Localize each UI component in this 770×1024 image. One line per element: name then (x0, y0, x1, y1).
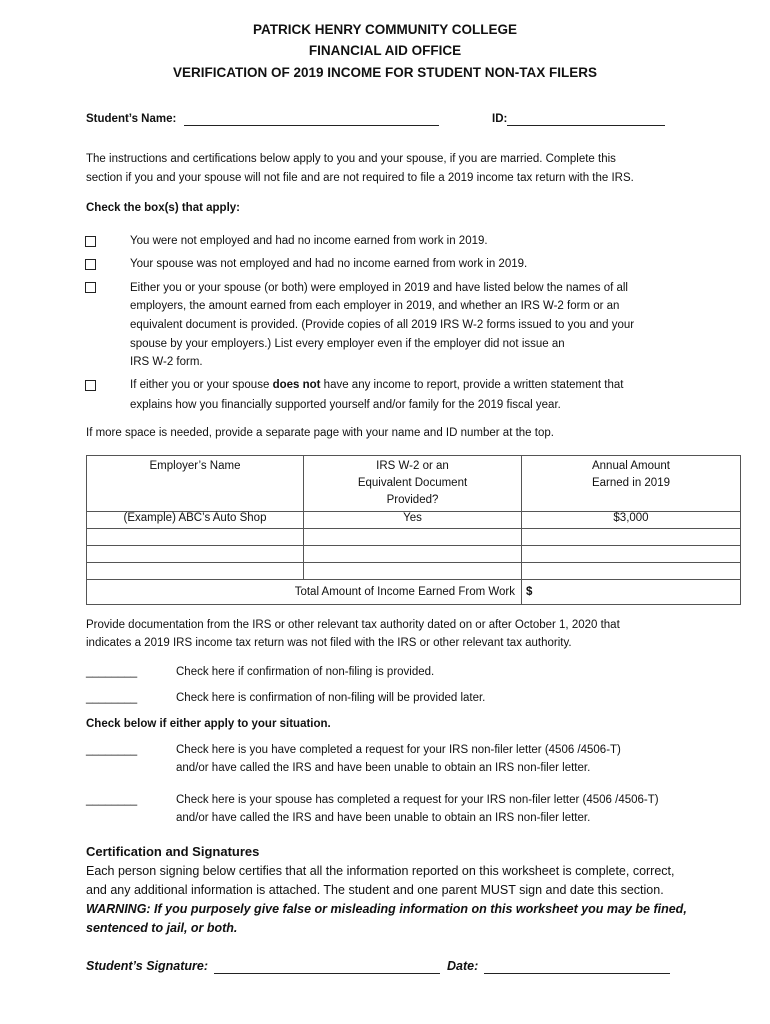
checkbox-label-text: have any income to report, provide a written statement that (320, 379, 624, 391)
nonfiling-later-label: Check here is confirmation of non-filing will be provided later. (176, 692, 486, 704)
warning-line-2: sentenced to jail, or both. (86, 921, 238, 935)
table-cell[interactable] (87, 563, 304, 580)
situation-spouse-line-2: and/or have called the IRS and have been unable to obtain an IRS non-filer letter. (176, 812, 591, 824)
warning-line-1: WARNING: If you purposely give false or misleading information on this worksheet you may be fined, (86, 902, 687, 916)
checkbox-label-emphasis: does not (272, 379, 321, 391)
checkbox-label: IRS W-2 form. (130, 356, 203, 368)
nonfiling-later-blank[interactable]: ________ (86, 692, 138, 704)
column-header-text: Equivalent Document (357, 477, 468, 489)
certification-line-2: and any additional information is attached. The student and one parent MUST sign and date this section. (86, 883, 664, 897)
situation-student-line-1: Check here is you have completed a request for your IRS non-filer letter (4506 /4506-T) (176, 744, 621, 756)
checkbox-no-income-spouse[interactable] (85, 259, 96, 270)
signature-row (86, 959, 670, 974)
table-row (87, 529, 741, 546)
table-row-example (87, 512, 741, 529)
checkbox-label-text: If either you or your spouse (130, 379, 273, 391)
nonfiling-provided-label: Check here if confirmation of non-filing is provided. (176, 666, 435, 678)
column-header-text: Provided? (386, 494, 439, 506)
checkbox-label: You were not employed and had no income earned from work in 2019. (130, 235, 488, 247)
total-value[interactable]: $ (522, 580, 741, 605)
checkbox-label: Your spouse was not employed and had no income earned from work in 2019. (130, 258, 528, 270)
table-cell[interactable] (304, 546, 522, 563)
table-cell: $3,000 (522, 512, 741, 529)
student-signature-field[interactable] (214, 959, 440, 974)
intro-line-1: The instructions and certifications below apply to you and your spouse, if you are married. Complete this (86, 153, 616, 165)
total-label: Total Amount of Income Earned From Work (87, 580, 522, 605)
form-title-office: FINANCIAL AID OFFICE (308, 43, 462, 58)
form-title: VERIFICATION OF 2019 INCOME FOR STUDENT NON-TAX FILERS (172, 65, 598, 80)
intro-line-2: section if you and your spouse will not file and are not required to file a 2019 income tax return with the IRS. (86, 172, 634, 184)
check-heading: Check the box(s) that apply: (86, 202, 240, 214)
student-id-row (492, 113, 665, 126)
student-id-field[interactable] (507, 113, 665, 126)
certification-line-1: Each person signing below certifies that all the information reported on this worksheet is complete, correct, (86, 864, 675, 878)
checkbox-employed[interactable] (85, 282, 96, 293)
table-cell: Yes (304, 512, 522, 529)
situation-spouse-line-1: Check here is your spouse has completed a request for your IRS non-filer letter (4506 /4506-T) (176, 794, 659, 806)
situation-heading: Check below if either apply to your situation. (86, 718, 331, 730)
student-name-field[interactable] (184, 113, 439, 126)
column-header-text: IRS W-2 or an (376, 460, 449, 472)
table-cell[interactable] (304, 529, 522, 546)
checkbox-label (130, 379, 623, 391)
checkbox-no-income-student[interactable] (85, 236, 96, 247)
checkbox-label: equivalent document is provided. (Provide copies of all 2019 IRS W-2 forms issued to you and your (130, 319, 635, 331)
table-cell: (Example) ABC’s Auto Shop (87, 512, 304, 529)
employer-table (86, 455, 741, 605)
column-header-text: Annual Amount (591, 460, 670, 472)
certification-heading: Certification and Signatures (86, 844, 260, 859)
student-name-row (86, 113, 439, 126)
table-cell[interactable] (522, 529, 741, 546)
table-cell[interactable] (87, 546, 304, 563)
checkbox-label: spouse by your employers.) List every employer even if the employer did not issue an (130, 338, 565, 350)
date-field[interactable] (484, 959, 670, 974)
table-row (87, 563, 741, 580)
checkbox-no-income-to-report[interactable] (85, 380, 96, 391)
space-note: If more space is needed, provide a separate page with your name and ID number at the top. (86, 427, 554, 439)
checkbox-label: explains how you financially supported yourself and/or family for the 2019 fiscal year. (130, 399, 561, 411)
table-cell[interactable] (522, 563, 741, 580)
student-name-label: Student’s Name: (86, 113, 177, 125)
situation-student-blank[interactable]: ________ (86, 744, 138, 756)
student-id-label: ID: (492, 113, 508, 125)
checkbox-label: employers, the amount earned from each employer in 2019, and whether an IRS W-2 form or an (130, 300, 620, 312)
column-header-w2 (304, 456, 522, 512)
form-title-college: PATRICK HENRY COMMUNITY COLLEGE (252, 22, 517, 37)
table-row (87, 546, 741, 563)
student-signature-label: Student’s Signature: (86, 959, 209, 973)
situation-spouse-blank[interactable]: ________ (86, 794, 138, 806)
checkbox-label: Either you or your spouse (or both) were employed in 2019 and have listed below the names of all (130, 282, 628, 294)
documentation-line-2: indicates a 2019 IRS income tax return was not filed with the IRS or other relevant tax authority. (86, 637, 572, 649)
date-label: Date: (446, 959, 479, 973)
table-header-row (87, 456, 741, 512)
column-header-text: Employer’s Name (149, 460, 241, 472)
documentation-line-1: Provide documentation from the IRS or other relevant tax authority dated on or after October 1, 2020 that (86, 619, 620, 631)
table-cell[interactable] (304, 563, 522, 580)
column-header-amount (522, 456, 741, 512)
situation-student-line-2: and/or have called the IRS and have been unable to obtain an IRS non-filer letter. (176, 762, 591, 774)
table-cell[interactable] (522, 546, 741, 563)
table-row-total (87, 580, 741, 605)
table-cell[interactable] (87, 529, 304, 546)
column-header-employer (87, 456, 304, 512)
nonfiling-provided-blank[interactable]: ________ (86, 666, 138, 678)
column-header-text: Earned in 2019 (591, 477, 670, 489)
